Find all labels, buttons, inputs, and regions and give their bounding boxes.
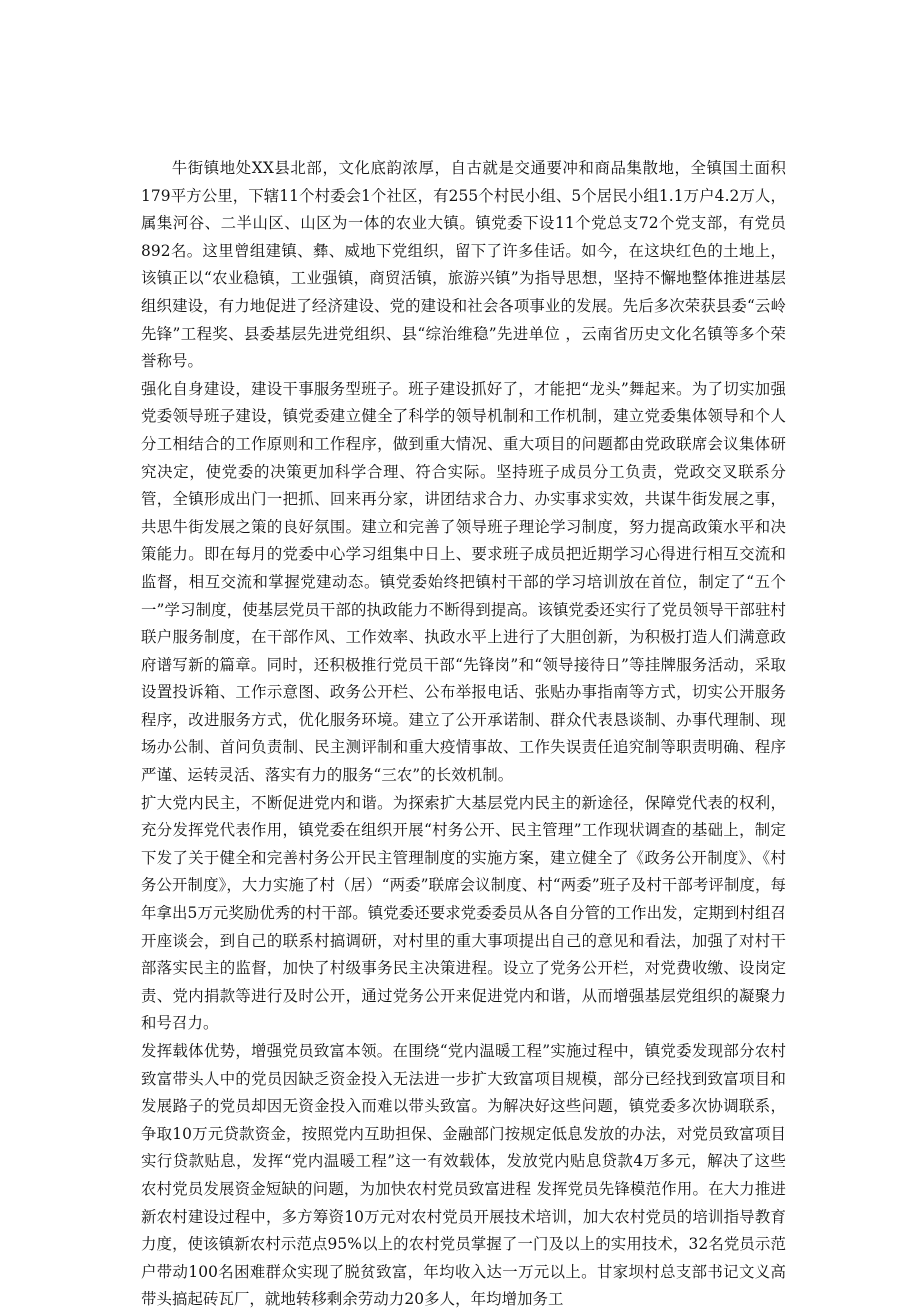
paragraph-inner-party-democracy: 扩大党内民主，不断促进党内和谐。为探索扩大基层党内民主的新途径，保障党代表的权利，充分发挥党代表作用，镇党委在组织开展“村务公开、民主管理”工作现状调查的基础上，制定下发了关于健全和完善村务公开民主管理制度的实施方案，建立健全了《政务公开制度》、《村务公开制度》，大力实施了村（居）“两委”联席会议制度、村“两委”班子及村干部考评制度，每年拿出5万元奖励优秀的村干部。镇党委还要求党委委员从各自分管的工作出发，定期到村组召开座谈会，到自己的联系村搞调研，对村里的重大事项提出自己的意见和看法，加强了对村干部落实民主的监督，加快了村级事务民主决策进程。设立了党务公开栏，对党费收缴、设岗定责、党内捐款等进行及时公开，通过党务公开来促进党内和谐，从而增强基层党组织的凝聚力和号召力。: [141, 793, 787, 1033]
paragraph-carrier-advantage: 发挥载体优势，增强党员致富本领。在围绕“党内温暖工程”实施过程中，镇党委发现部分农村致富带头人中的党员因缺乏资金投入无法进一步扩大致富项目规模，部分已经找到致富项目和发展路子的党员却因无资金投入而难以带头致富。为解决好这些问题，镇党委多次协调联系，争取10万元贷款资金，按照党内互助担保、金融部门按规定低息发放的办法，对党员致富项目实行贷款贴息，发挥“党内温暖工程”这一有效载体，发放党内贴息贷款4万多元，解决了这些农村党员发展资金短缺的问题，为加快农村党员致富进程 发挥党员先锋模范作用。在大力推进新农村建设过程中，多方筹资10万元对农村党员开展技术培训，加大农村党员的培训指导教育力度，使该镇新农村示范点95%以上的农村党员掌握了一门及以上的实用技术，32名党员示范户带动100名困难群众实现了脱贫致富，年均收入达一万元以上。甘家坝村总支部书记文义高带头搞起砖瓦厂，就地转移剩余劳动力20多人，年均增加务工: [141, 1042, 786, 1309]
paragraph-self-building: 强化自身建设，建设干事服务型班子。班子建设抓好了，才能把“龙头”舞起来。为了切实加强党委领导班子建设，镇党委建立健全了科学的领导机制和工作机制，建立党委集体领导和个人分工相结合的工作原则和工作程序，做到重大情况、重大项目的问题都由党政联席会议集体研究决定，使党委的决策更加科学合理、符合实际。坚持班子成员分工负责，党政交叉联系分管，全镇形成出门一把抓、回来再分家，讲团结求合力、办实事求实效，共谋牛街发展之事，共思牛街发展之策的良好氛围。建立和完善了领导班子理论学习制度，努力提高政策水平和决策能力。即在每月的党委中心学习组集中日上、要求班子成员把近期学习心得进行相互交流和监督，相互交流和掌握党建动态。镇党委始终把镇村干部的学习培训放在首位，制定了“五个一”学习制度，使基层党员干部的执政能力不断得到提高。该镇党委还实行了党员领导干部驻村联户服务制度，在干部作风、工作效率、执政水平上进行了大胆创新，为积极打造人们满意政府谱写新的篇章。同时，还积极推行党员干部“先锋岗”和“领导接待日”等挂牌服务活动，采取设置投诉箱、工作示意图、政务公开栏、公布举报电话、张贴办事指南等方式，切实公开服务程序，改进服务方式，优化服务环境。建立了公开承诺制、群众代表恳谈制、办事代理制、现场办公制、首问负责制、民主测评制和重大疫情事故、工作失误责任追究制等职责明确、程序严谨、运转灵活、落实有力的服务“三农”的长效机制。: [141, 379, 786, 785]
paragraph-intro: 牛街镇地处XX县北部，文化底韵浓厚，自古就是交通要冲和商品集散地，全镇国土面积179平方公里，下辖11个村委会1个社区，有255个村民小组、5个居民小组1.1万户4.2万人，属集河谷、二半山区、山区为一体的农业大镇。镇党委下设11个党总支72个党支部，有党员892名。这里曾组建镇、彝、威地下党组织，留下了许多佳话。如今，在这块红色的土地上，该镇正以“农业稳镇，工业强镇，商贸活镇，旅游兴镇”为指导思想，坚持不懈地整体推进基层组织建设，有力地促进了经济建设、党的建设和社会各项事业的发展。先后多次荣获县委“云岭先锋”工程奖、县委基层先进党组织、县“综治维稳”先进单位 ，云南省历史文化名镇等多个荣誉称号。: [141, 159, 786, 371]
document-body: [141, 155, 786, 1314]
